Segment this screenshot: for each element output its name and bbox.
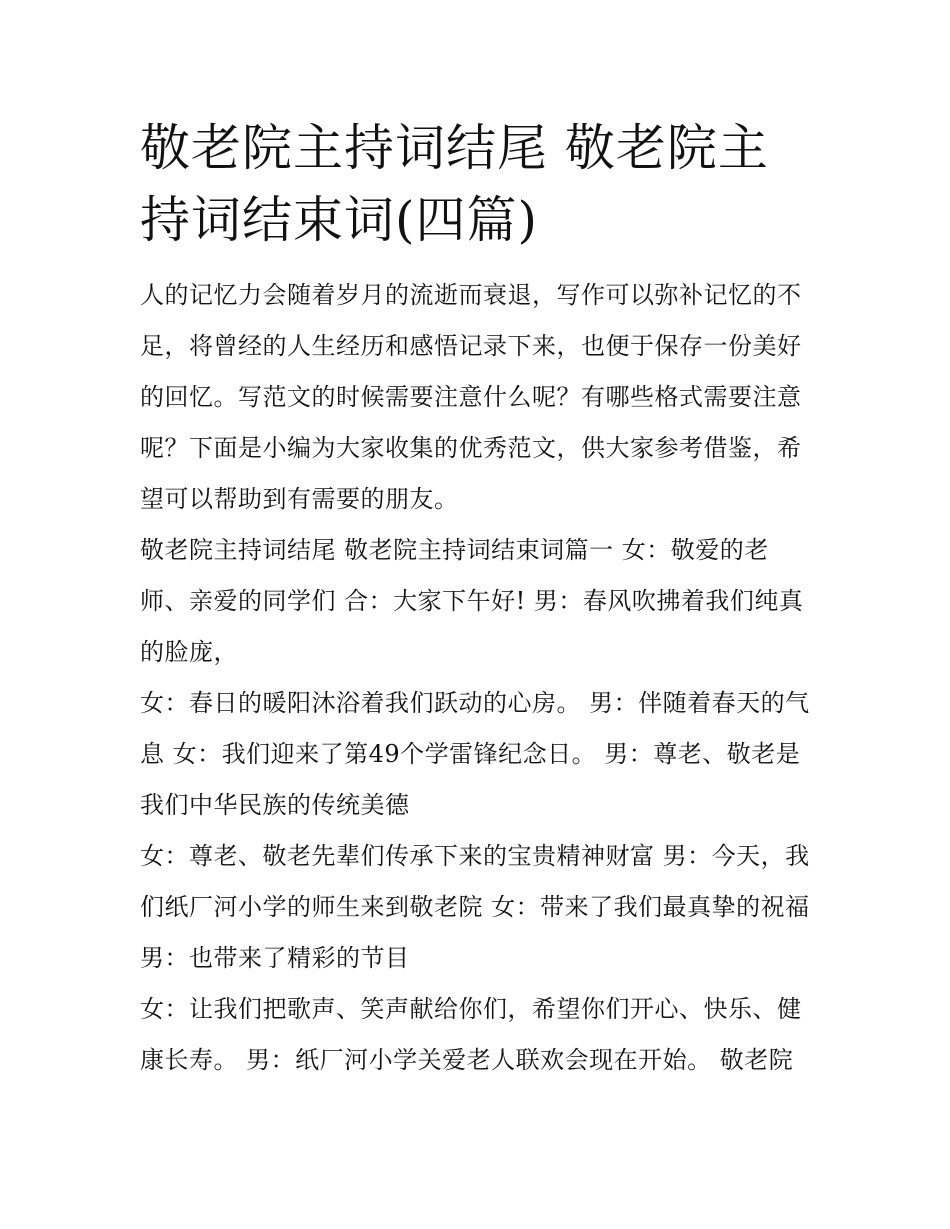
paragraph-start: 女：让我们把歌声、笑声献给你们，希望你们开心、快乐、健康长寿。 男：纸厂河小学关爱老人联欢会现在开始。 敬老院 <box>140 995 802 1074</box>
paragraph-spring: 女：春日的暖阳沐浴着我们跃动的心房。 男：伴随着春天的气息 女：我们迎来了第49个学雷锋纪念日。 男：尊老、敬老是我们中华民族的传统美德 <box>140 689 810 819</box>
document-page <box>140 112 812 1086</box>
paragraph-visit: 女：尊老、敬老先辈们传承下来的宝贵精神财富 男：今天，我们纸厂河小学的师生来到敬老院 女：带来了我们最真挚的祝福 男：也带来了精彩的节目 <box>140 842 810 972</box>
paragraph-opening: 敬老院主持词结尾 敬老院主持词结束词篇一 女：敬爱的老师、亲爱的同学们 合：大家下午好! 男：春风吹拂着我们纯真的脸庞， <box>140 536 804 666</box>
paragraph-intro: 人的记忆力会随着岁月的流逝而衰退，写作可以弥补记忆的不足，将曾经的人生经历和感悟记录下来，也便于保存一份美好的回忆。写范文的时候需要注意什么呢？有哪些格式需要注意呢？下面是小编为大家收集的优秀范文，供大家参考借鉴，希望可以帮助到有需要的朋友。 <box>140 281 802 513</box>
document-title: 敬老院主持词结尾 敬老院主持词结束词(四篇) <box>140 119 769 249</box>
